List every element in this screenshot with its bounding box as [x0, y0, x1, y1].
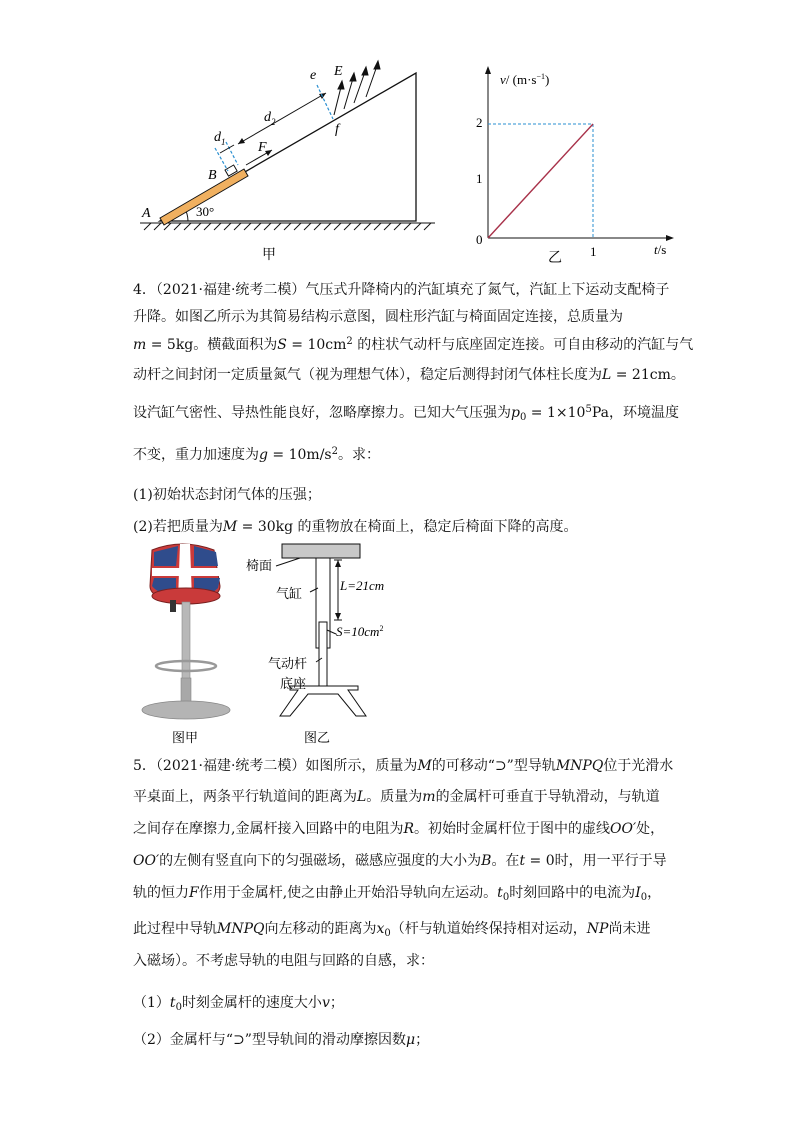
x-axis-arrowhead	[666, 235, 674, 241]
label-a: A	[142, 206, 151, 221]
q4-text: ，环境温度	[608, 405, 679, 421]
q5-text: 处，	[636, 821, 665, 837]
q4-text: 。横截面积为	[193, 337, 278, 353]
q5-subquestion-2	[133, 1029, 429, 1049]
label-f-force: F	[258, 140, 267, 155]
q5-text: 的金属杆可垂直于导轨滑动，与轨道	[435, 789, 660, 805]
q4-gravity-symbol: g	[259, 447, 268, 463]
q5-text: （杆与轨道始终保持相对运动，	[390, 921, 587, 937]
q5-symbol: μ	[405, 1032, 416, 1048]
q5-text: ，	[647, 885, 662, 901]
label-base: 底座	[280, 676, 307, 691]
ytick-label-2: 2	[476, 115, 483, 130]
leader-seat	[276, 558, 300, 566]
label-e-field: E	[334, 64, 343, 79]
label-angle: 30°	[196, 204, 215, 219]
caption-figure-a: 图甲	[172, 730, 199, 745]
label-e-small: e	[310, 68, 317, 83]
ground-hatching	[140, 223, 435, 230]
q4-line-3	[133, 334, 693, 354]
q5-subscript: 0	[384, 928, 391, 939]
ytick-label-1: 1	[476, 171, 483, 186]
label-s: $S=10cm^2$	[336, 624, 384, 639]
q4-heavy-mass-symbol: M	[222, 519, 238, 535]
q4-pressure-sub: 0	[519, 412, 527, 423]
q4-pressure-exp: 5	[585, 404, 592, 415]
q5-text: 之间存在摩擦力,金属杆接入回路中的电阻为	[133, 821, 404, 837]
label-f-point: f	[335, 122, 339, 137]
q4-text: 设汽缸气密性、导热性能良好，忽略摩擦力。已知大气压强为	[133, 405, 511, 421]
q5-symbol: OO′	[133, 853, 160, 869]
vt-graph	[470, 58, 690, 268]
q5-text: 。质量为	[366, 789, 423, 805]
q5-text: 的可移动“⊃”型导轨	[431, 758, 556, 774]
chair-base	[142, 701, 230, 719]
q5-text: 作用于金属杆,使之由静止开始沿导轨向左运动。	[198, 885, 498, 901]
y-axis-label: v/ $(m\cdot s^{-1})$	[500, 72, 550, 87]
leader-cylinder	[310, 588, 318, 592]
label-b: B	[208, 168, 217, 183]
q5-text: 时，用一平行于导	[554, 853, 667, 869]
q4-length-value: = 21cm	[611, 367, 671, 383]
schematic-seat	[282, 544, 360, 558]
q5-text: （2）金属杆与“⊃”型导轨间的滑动摩擦因数	[133, 1032, 406, 1048]
q4-pressure-symbol: p	[511, 405, 520, 421]
q5-text: 位于光滑水	[603, 758, 674, 774]
q5-symbol: R	[403, 821, 414, 837]
schematic-rod	[319, 622, 327, 686]
q4-subquestion-1: (1)初始状态封闭气体的压强；	[133, 487, 321, 503]
q4-text: 的柱状气动杆与底座固定连接。可自由移动的汽缸与气	[352, 337, 694, 353]
q5-symbol: OO′	[610, 821, 637, 837]
q5-symbol: m	[422, 789, 436, 805]
q5-symbol: I	[635, 885, 641, 901]
q4-text: (2)若把质量为	[133, 519, 223, 535]
q5-line-7: 入磁场）。不考虑导轨的电阻与回路的自感，求：	[133, 953, 434, 969]
caption-jia: 甲	[262, 248, 276, 263]
d1-boundary-right	[226, 142, 238, 165]
q5-line-3	[133, 818, 664, 838]
q4-line-4	[133, 364, 685, 384]
q5-text: 尚未进	[608, 921, 651, 937]
q5-line-2	[133, 786, 660, 806]
lower-column	[181, 678, 191, 704]
q4-line-6	[133, 444, 380, 464]
q4-area-symbol: S	[277, 337, 287, 353]
chair-figure	[130, 538, 420, 748]
q4-text: 。	[670, 367, 685, 383]
q5-text: 。在	[491, 853, 520, 869]
q5-text: 轨的恒力	[133, 885, 189, 901]
chair-seat	[152, 588, 220, 604]
q5-symbol: t	[497, 885, 503, 901]
label-d2: $d_2$	[264, 110, 276, 127]
q5-text: 5．（2021·福建·统考二模）如图所示，质量为	[133, 758, 418, 774]
flag-stripe	[152, 568, 220, 576]
q5-text: 时刻回路中的电流为	[509, 885, 636, 901]
q4-gravity-exp: 2	[331, 446, 338, 457]
q4-pressure-unit: Pa	[591, 405, 609, 421]
q4-area-exp: 2	[346, 336, 353, 347]
q5-symbol: MNPQ	[217, 921, 265, 937]
q5-symbol: v	[321, 995, 330, 1011]
q5-text: ；	[329, 995, 344, 1011]
q5-line-1	[133, 755, 673, 775]
d1-boundary-left	[215, 148, 228, 171]
q5-symbol: F	[189, 885, 199, 901]
q5-symbol: x	[376, 921, 385, 937]
q5-text: 此过程中导轨	[133, 921, 217, 937]
q5-subscript: 0	[175, 1002, 182, 1013]
l-arrow-down	[335, 613, 341, 620]
q5-symbol: t	[169, 995, 176, 1011]
q4-subquestion-2	[133, 516, 578, 536]
q5-text: = 0	[525, 853, 555, 869]
q5-line-6	[133, 918, 650, 939]
q5-text: 时刻金属杆的速度大小	[181, 995, 322, 1011]
q4-mass-value: = 5kg	[146, 337, 194, 353]
origin-label: 0	[476, 232, 483, 247]
q5-subscript: 0	[640, 892, 648, 903]
gas-lever	[170, 600, 176, 612]
q4-line-2: 升降。如图乙所示为其简易结构示意图，圆柱形汽缸与椅面固定连接，总质量为	[133, 309, 623, 325]
y-axis-arrowhead	[485, 66, 491, 74]
q4-text: 的重物放在椅面上，稳定后椅面下降的高度。	[293, 519, 578, 535]
q4-mass-symbol: m	[133, 337, 147, 353]
chair-photo	[142, 544, 230, 719]
q5-text: 向左移动的距离为	[264, 921, 377, 937]
q5-line-4	[133, 850, 667, 870]
q5-subquestion-1	[133, 992, 344, 1013]
caption-figure-b: 图乙	[304, 730, 331, 745]
label-l: L=21cm	[340, 578, 385, 593]
velocity-line	[488, 124, 593, 238]
q5-text: ；	[415, 1032, 430, 1048]
q4-line-5	[133, 402, 679, 423]
q4-heavy-mass-value: = 30kg	[237, 519, 294, 535]
q4-text: 动杆之间封闭一定质量氮气（视为理想气体），稳定后测得封闭气体柱长度为	[133, 367, 602, 383]
q5-symbol: L	[357, 789, 367, 805]
x-axis-label: t/s	[654, 242, 667, 257]
q5-line-5	[133, 882, 661, 903]
leader-area	[327, 630, 336, 634]
field-boundary-ef	[317, 85, 333, 119]
q4-gravity-value: = 10m/s	[267, 447, 332, 463]
q5-text: 。初始时金属杆位于图中的虚线	[414, 821, 610, 837]
q5-text: 的左侧有竖直向下的匀强磁场，磁感应强度的大小为	[159, 853, 482, 869]
q5-symbol: NP	[586, 921, 609, 937]
q4-area-value: = 10cm	[286, 337, 347, 353]
q4-pressure-value: = 1×10	[526, 405, 586, 421]
q5-text: （1）	[133, 995, 170, 1011]
q5-symbol: B	[481, 853, 492, 869]
q4-line-1: 4．（2021·福建·统考二模）气压式升降椅内的汽缸填充了氮气，汽缸上下运动支配椅子	[133, 282, 670, 298]
label-cylinder: 气缸	[276, 586, 303, 601]
d2-arrow	[238, 93, 326, 144]
l-arrow-up	[335, 560, 341, 567]
q4-text: 。求：	[337, 447, 380, 463]
q4-length-symbol: L	[602, 367, 612, 383]
q5-symbol: M	[417, 758, 432, 774]
label-d1: $d_1$	[214, 130, 226, 147]
label-seat: 椅面	[246, 558, 273, 573]
incline-figure	[130, 55, 450, 265]
q4-text: 不变，重力加速度为	[133, 447, 259, 463]
q5-text: 平桌面上，两条平行轨道间的距离为	[133, 789, 357, 805]
caption-yi: 乙	[548, 251, 562, 266]
q5-subscript: 0	[502, 892, 510, 903]
q5-symbol: MNPQ	[555, 758, 604, 774]
xtick-label-1: 1	[590, 244, 597, 259]
label-rod: 气动杆	[268, 656, 308, 671]
q5-symbol: t	[519, 853, 526, 869]
